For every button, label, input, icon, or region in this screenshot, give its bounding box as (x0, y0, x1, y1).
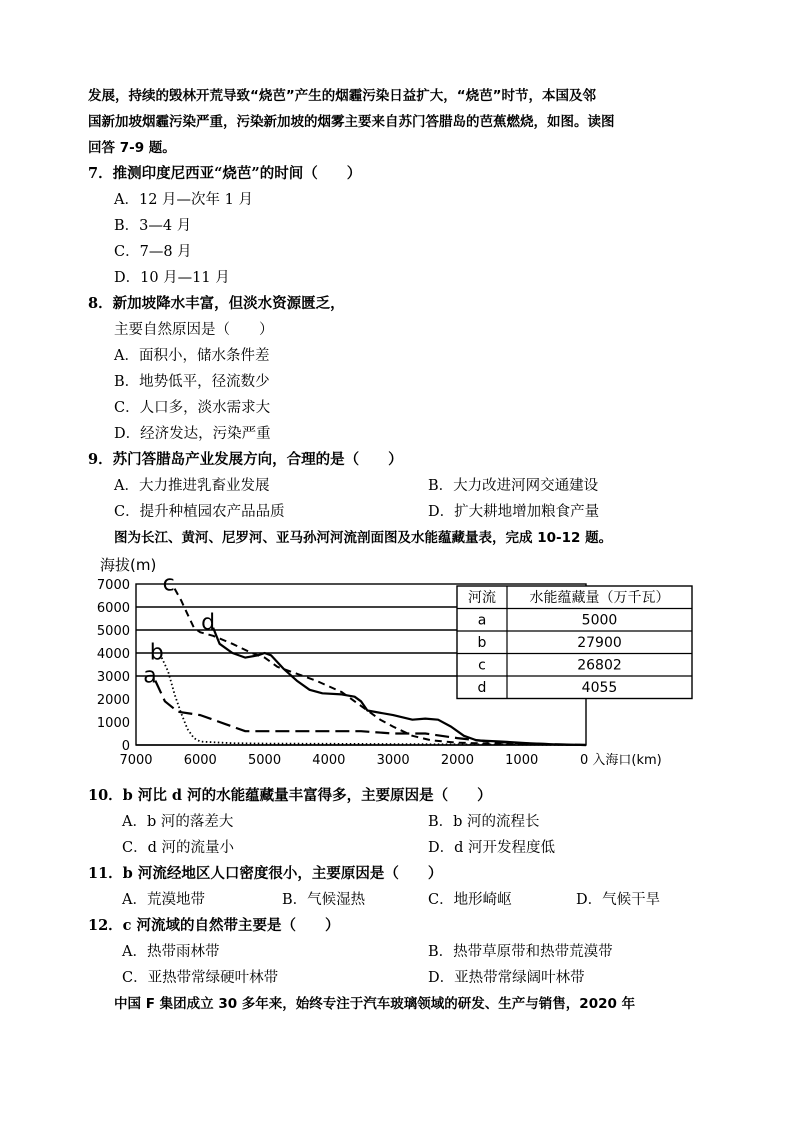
x-tick-label: 2000 (440, 753, 474, 768)
q12-option-c: C．亚热带常绿硬叶林带 (122, 970, 279, 986)
series-label-b: b (149, 640, 164, 666)
q11-option-a: A．荒漠地带 (122, 892, 205, 908)
q9-option-d: D．扩大耕地增加粮食产量 (428, 504, 600, 520)
q8-option-c: C．人口多，淡水需求大 (114, 400, 271, 416)
x-axis-label: 0 入海口(km) (580, 753, 662, 768)
intro-line-1: 发展，持续的毁林开荒导致“烧芭”产生的烟霾污染日益扩大，“烧芭”时节，本国及邻 (88, 88, 596, 104)
intro-2: 图为长江、黄河、尼罗河、亚马孙河河流剖面图及水能蕴藏量表，完成 10-12 题。 (114, 530, 613, 546)
q11-option-c: C．地形崎岖 (428, 892, 512, 908)
intro-3: 中国 F 集团成立 30 多年来，始终专注于汽车玻璃领域的研发、生产与销售，2020 年 (114, 996, 636, 1012)
q12-option-b: B．热带草原带和热带荒漠带 (428, 944, 613, 960)
q12-option-a: A．热带雨林带 (122, 944, 220, 960)
q9-stem: 9．苏门答腊岛产业发展方向，合理的是（ ） (88, 451, 403, 468)
table-cell-river: d (477, 680, 487, 696)
q7-option-d: D．10 月—11 月 (114, 270, 230, 286)
y-tick-label: 5000 (96, 624, 130, 639)
q11-option-b: B．气候湿热 (282, 892, 366, 908)
table-header-river: 河流 (468, 590, 496, 606)
table-cell-river: b (477, 635, 487, 651)
series-label-c: c (162, 571, 175, 597)
q8-stem-1: 8．新加坡降水丰富，但淡水资源匮乏， (88, 295, 345, 312)
q10-option-b: B．b 河的流程长 (428, 814, 540, 830)
y-tick-label: 6000 (96, 601, 130, 616)
intro-line-2: 国新加坡烟霾污染严重，污染新加坡的烟雾主要来自苏门答腊岛的芭蕉燃烧，如图。读图 (88, 114, 615, 130)
table-cell-value: 4055 (581, 680, 618, 696)
q10-option-c: C．d 河的流量小 (122, 840, 234, 856)
q8-option-b: B．地势低平，径流数少 (114, 374, 270, 390)
q9-option-a: A．大力推进乳畜业发展 (114, 478, 270, 494)
table-header-hydro: 水能蕴藏量（万千瓦） (529, 590, 670, 606)
y-tick-label: 2000 (96, 693, 130, 708)
x-tick-label: 7000 (119, 753, 153, 768)
y-tick-label: 4000 (96, 647, 130, 662)
x-tick-label: 4000 (312, 753, 346, 768)
q9-option-b: B．大力改进河网交通建设 (428, 478, 599, 494)
intro-line-3: 回答 7-9 题。 (88, 140, 176, 156)
q12-stem: 12．c 河流域的自然带主要是（ ） (88, 917, 340, 934)
y-tick-label: 0 (121, 739, 130, 754)
series-label-d: d (201, 610, 216, 636)
table-cell-value: 27900 (577, 635, 622, 651)
x-tick-label: 1000 (505, 753, 539, 768)
table-cell-value: 5000 (581, 612, 618, 629)
q11-option-d: D．气候干旱 (576, 892, 661, 908)
q11-stem: 11．b 河流经地区人口密度很小，主要原因是（ ） (88, 865, 443, 882)
q8-option-a: A．面积小，储水条件差 (114, 348, 270, 364)
q7-stem: 7．推测印度尼西亚“烧芭”的时间（ ） (88, 165, 362, 182)
table-cell-river: c (478, 657, 486, 674)
q8-option-d: D．经济发达，污染严重 (114, 426, 271, 442)
q10-option-d: D．d 河开发程度低 (428, 840, 556, 856)
x-tick-label: 6000 (183, 753, 217, 768)
q9-option-c: C．提升种植园农产品品质 (114, 504, 285, 520)
q7-option-c: C．7—8 月 (114, 244, 192, 260)
y-axis-label: 海拔(m) (100, 556, 157, 574)
y-tick-label: 3000 (96, 670, 130, 685)
table-cell-river: a (477, 612, 487, 629)
x-tick-label: 5000 (248, 753, 282, 768)
river-profile-chart (96, 550, 716, 775)
q12-option-d: D．亚热带常绿阔叶林带 (428, 970, 585, 986)
q10-stem: 10．b 河比 d 河的水能蕴藏量丰富得多，主要原因是（ ） (88, 787, 492, 804)
table-cell-value: 26802 (577, 657, 622, 674)
q8-stem-2: 主要自然原因是（ ） (114, 322, 274, 338)
x-tick-label: 3000 (376, 753, 410, 768)
q7-option-b: B．3—4 月 (114, 218, 192, 234)
q7-option-a: A．12 月—次年 1 月 (114, 192, 253, 208)
y-tick-label: 7000 (96, 578, 130, 593)
series-label-a: a (143, 663, 157, 689)
q10-option-a: A．b 河的落差大 (122, 814, 234, 830)
y-tick-label: 1000 (96, 716, 130, 731)
